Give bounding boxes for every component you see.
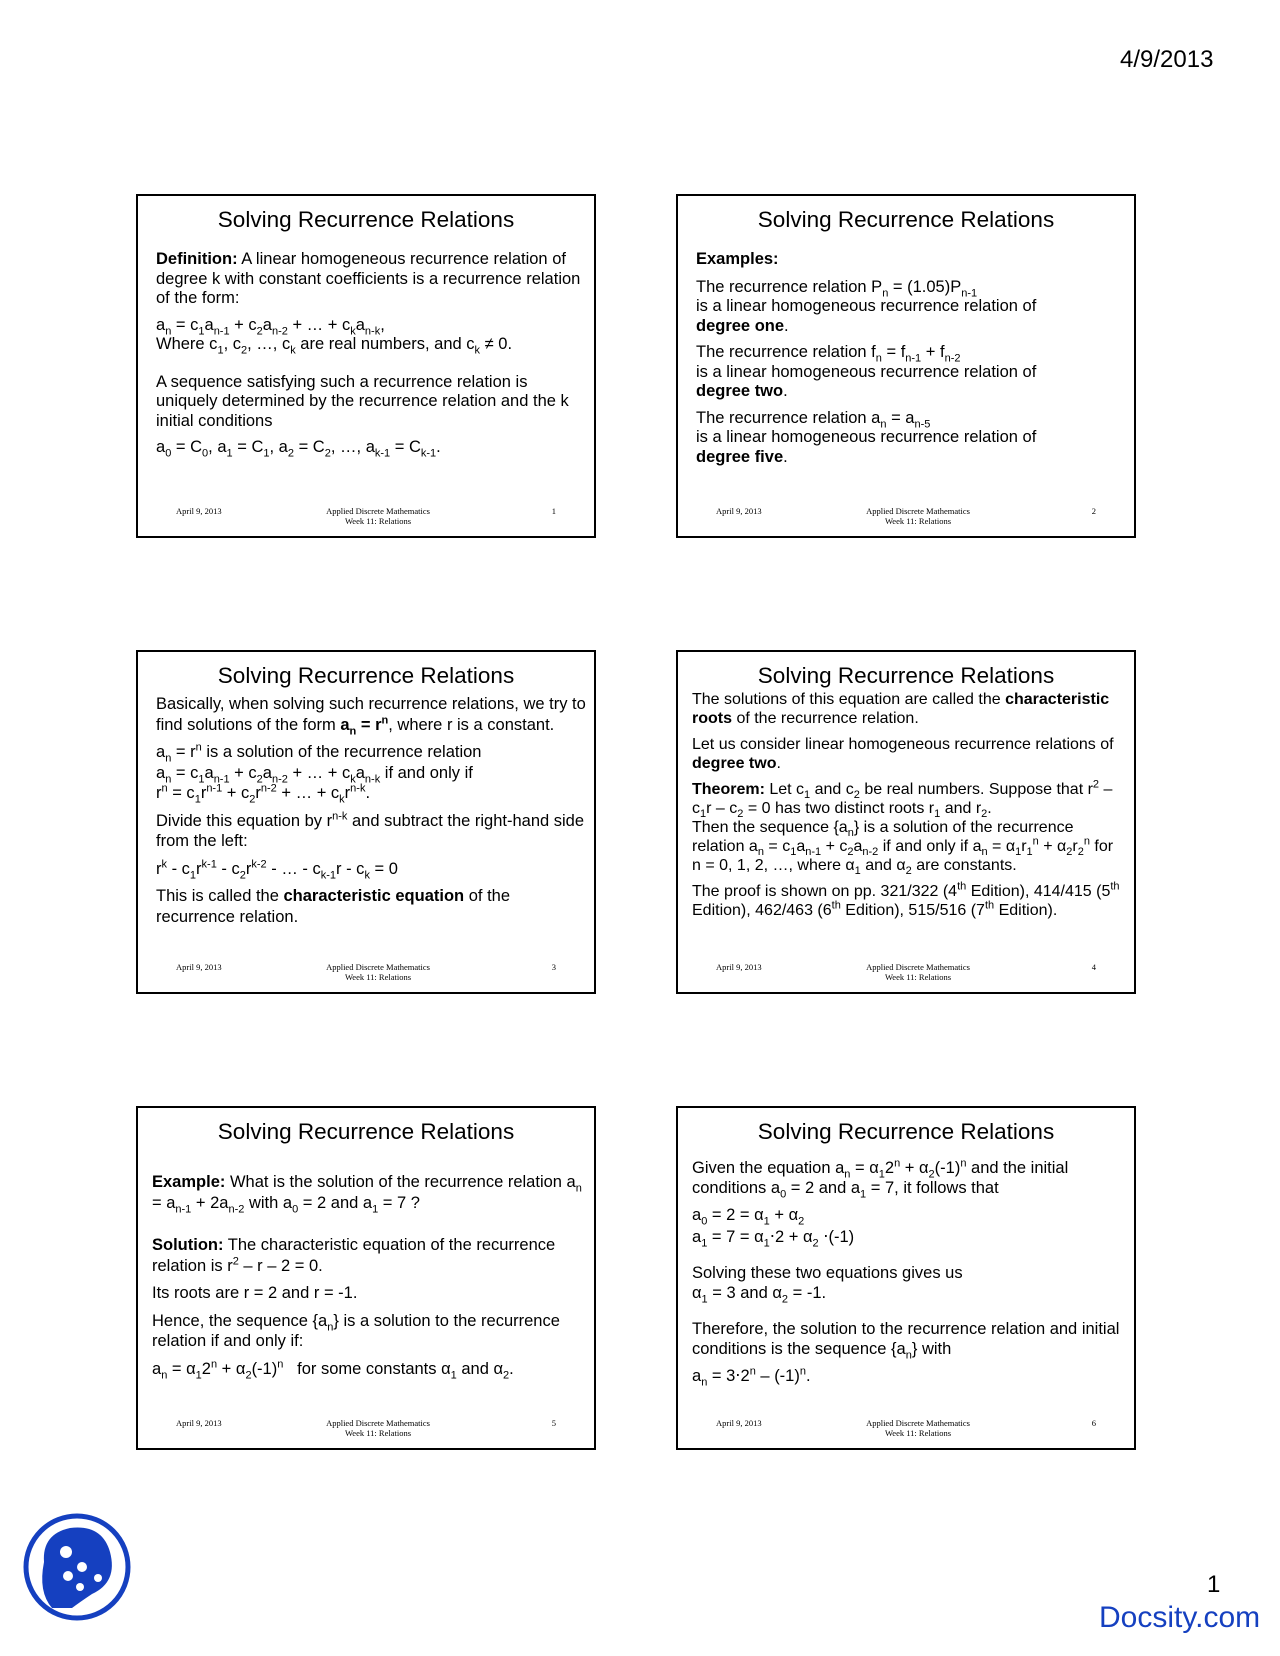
general-solution: $a_n = \alpha_12^n + \alpha_2(-1)^n$ for some constants $\alpha_1$ and $\alpha_2$. [152,1358,514,1381]
slide-6 [676,1106,1136,1450]
solution-condition: $a_n = r^n$ is a solution of the recurrence relation $a_n = c_1a_{n-1} + c_2a_{n-2}$ + … + $c_ka_{n-k}$ if and only if $r^n = c_1r^{n-1} + c_2r^{n-2}$ + … + $c_kr^{n-k}$. [156,741,482,806]
definition [156,250,586,309]
slide-title: Solving Recurrence Relations [217,207,515,232]
footer-course: Applied Discrete Mathematics Week 11: Relations [866,506,970,526]
roots-text: Its roots are r = 2 and r = -1. [152,1284,358,1302]
solving-text: Solving these two equations gives us $\alpha_1 = 3$ and $\alpha_2 = -1$. [692,1264,963,1306]
footer-date: April 9, 2013 [716,506,762,516]
slide-footer [138,962,594,986]
footer-course: Applied Discrete Mathematics Week 11: Relations [866,962,970,982]
footer-date: April 9, 2013 [716,1418,762,1428]
characteristic-roots-text: The solutions of this equation are called the characteristic roots of the recurrence relation. [692,691,1110,727]
degree-two-text: Let us consider linear homogeneous recurrence relations of degree two. [692,736,1114,772]
slide-number: 5 [551,1418,556,1428]
slide-footer [678,506,1134,530]
page-number: 1 [1207,1571,1221,1598]
definition-label: Definition: [156,250,238,268]
slide-footer [678,962,1134,986]
intro-text: Basically, when solving such recurrence relations, we try to find solutions of the form $a_n = r^n$, where r is a constant. [156,695,586,737]
slide-title: Solving Recurrence Relations [217,1119,515,1144]
slide-number: 1 [551,506,556,516]
equation-2: $a_1 = 7 = \alpha_1\cdot 2 + \alpha_2 \cdot(-1)$ [692,1228,855,1250]
divide-text: Divide this equation by $r^{n-k}$ and subtract the right-hand side from the left: [156,810,585,850]
docsity-link[interactable]: Docsity.com [1099,1601,1261,1634]
page-date: 4/9/2013 [1120,46,1214,73]
given-text: Given the equation $a_n = \alpha_12^n + \alpha_2(-1)^n$ and the initial conditions $a_0 = 2$ and $a_1 = 7$, it follows that [692,1157,1069,1201]
hence-text: Hence, the sequence $\{a_n\}$ is a solution to the recurrence relation if and only if: [152,1311,560,1350]
slide-4 [676,650,1136,994]
theorem: Theorem: Let $c_1$ and $c_2$ be real numbers. Suppose that $r^2 - c_1r - c_2 = 0$ has two distinct roots $r_1$ and $r_2$. Then the sequence $\{a_n\}$ is a solution of the recurrence relation $a_n = c_1a_{n-1} + c_2a_{n-2}$ if and only if $a_n = \alpha_1r_1^n + \alpha_2r_2^n$ for n = 0, 1, 2, …, where $\alpha_1$ and $\alpha_2$ are constants. [692,778,1114,878]
uniqueness-text: A sequence satisfying such a recurrence relation is uniquely determined by the recurrence relation and the k initial conditions [156,372,569,430]
definition-text: A linear homogeneous recurrence relation of degree k with constant coefficients is a recurrence relation of the form: [156,250,581,307]
solution-text: Solution: The characteristic equation of the recurrence relation is $r^2 - r - 2 = 0$. [152,1236,556,1275]
equation-1: $a_0 = 2 = \alpha_1 + \alpha_2$ [692,1206,805,1228]
footer-course: Applied Discrete Mathematics Week 11: Relations [326,506,430,526]
slide-number: 6 [1091,1418,1096,1428]
characteristic-equation-text: This is called the characteristic equation of the recurrence relation. [156,887,511,926]
slide-1 [136,194,596,538]
slide-5 [136,1106,596,1450]
slide-number: 4 [1091,962,1096,972]
footer-course: Applied Discrete Mathematics Week 11: Relations [326,1418,430,1438]
slide-3 [136,650,596,994]
initial-conditions: $a_0 = C_0$, $a_1 = C_1$, $a_2 = C_2$, …, $a_{k-1} = C_{k-1}$. [156,438,441,460]
example-2: The recurrence relation $f_n = f_{n-1} + f_{n-2}$ is a linear homogeneous recurrence relation of degree two. [696,343,1037,400]
slide-title: Solving Recurrence Relations [757,1119,1055,1144]
slide-body [152,1172,586,1386]
slide-title: Solving Recurrence Relations [757,207,1055,232]
proof-reference: The proof is shown on pp. 321/322 (4th Edition), 414/415 (5th Edition), 462/463 (6th Edition), 515/516 (7th Edition). [692,880,1120,919]
slide-footer [138,1418,594,1442]
characteristic-equation-formula: $r^k - c_1r^{k-1} - c_2r^{k-2}$ - … - $c_{k-1}r - c_k = 0$ [156,858,398,881]
slide-2 [676,194,1136,538]
slide-number: 2 [1091,506,1096,516]
footer-date: April 9, 2013 [176,506,222,516]
slide-title: Solving Recurrence Relations [217,663,515,688]
slide-footer [678,1418,1134,1442]
footer-course: Applied Discrete Mathematics Week 11: Relations [326,962,430,982]
slide-body [692,690,1126,927]
slide-body [156,250,586,465]
final-answer: $a_n = 3\cdot 2^n - (-1)^n$. [692,1365,811,1389]
slide-body [692,1158,1126,1393]
therefore-text: Therefore, the solution to the recurrence relation and initial conditions is the sequence $\{a_n\}$ with [692,1320,1120,1362]
formula: $a_n = c_1a_{n-1} + c_2a_{n-2}$ + … + $c_ka_{n-k}$, Where $c_1$, $c_2$, …, $c_k$ are real numbers, and $c_k \ne 0$. [156,315,513,357]
docsity-logo-icon [22,1512,132,1622]
slide-footer [138,506,594,530]
footer-course: Applied Discrete Mathematics Week 11: Relations [866,1418,970,1438]
slide-body [696,250,1126,474]
example-question: Example: What is the solution of the recurrence relation $a_n = a_{n-1} + 2a_{n-2}$ with $a_0 = 2$ and $a_1 = 7$ ? [152,1173,582,1215]
example-3: The recurrence relation $a_n = a_{n-5}$ is a linear homogeneous recurrence relation of degree five. [696,408,1037,466]
footer-date: April 9, 2013 [176,1418,222,1428]
example-1: The recurrence relation $P_n = (1.05)P_{n-1}$ is a linear homogeneous recurrence relation of degree one. [696,277,1037,335]
slide-body [156,694,586,934]
footer-date: April 9, 2013 [176,962,222,972]
footer-date: April 9, 2013 [716,962,762,972]
examples-label: Examples: [696,250,779,268]
slide-number: 3 [551,962,556,972]
slide-title: Solving Recurrence Relations [757,663,1055,688]
